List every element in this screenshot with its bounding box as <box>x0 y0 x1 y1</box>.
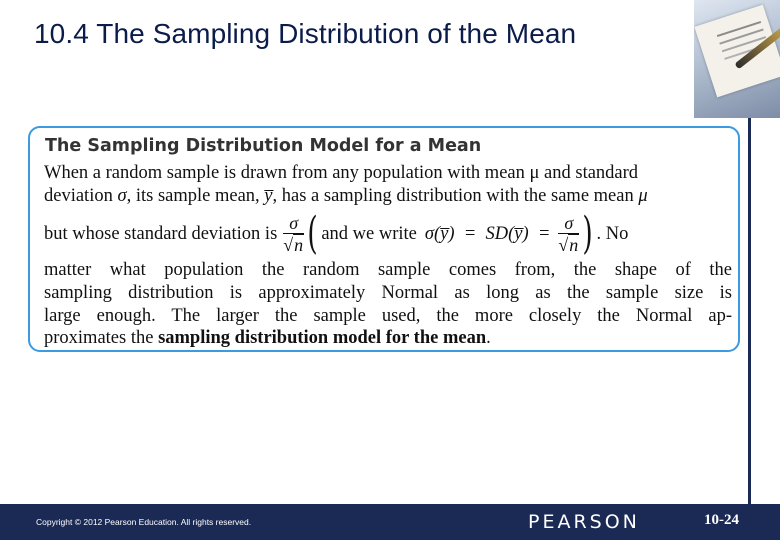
right-paren-icon: ) <box>582 208 594 259</box>
fraction-2-denominator <box>558 234 579 256</box>
denominator-n: n <box>294 234 304 255</box>
box-text-line-4: matter what population the random sample comes from, the shape of the <box>44 260 732 280</box>
box-text-line-1 <box>44 162 732 185</box>
denominator-n-2: n <box>569 234 579 255</box>
left-paren-icon: ( <box>307 208 318 259</box>
fraction-denominator <box>283 234 304 256</box>
fraction-2-numerator: σ <box>558 213 579 234</box>
footer-bar <box>0 504 780 540</box>
sqrt-icon-2: √ <box>558 234 569 255</box>
line-7-bold-term: sampling distribution model for the mean <box>158 328 487 348</box>
box-text-line-3 <box>44 208 732 260</box>
line-7-end: . <box>486 328 491 348</box>
sigma-symbol: σ <box>117 186 127 206</box>
box-text-line-2 <box>44 185 732 208</box>
box-heading: The Sampling Distribution Model for a Mean <box>45 136 482 156</box>
line-2-text-a: deviation <box>44 186 118 206</box>
line-3-text-b: and we write <box>321 223 417 244</box>
sd-fraction <box>283 213 304 256</box>
right-divider <box>748 118 751 504</box>
mu-symbol: μ <box>638 186 648 206</box>
ybar-symbol: y̅ <box>264 186 273 206</box>
paper-image-part <box>694 5 780 98</box>
line-1-text: When a random sample is drawn from any population with mean μ and standard <box>44 163 639 183</box>
copyright-notice: Copyright © 2012 Pearson Education. All rights reserved. <box>36 517 252 527</box>
definition-box <box>28 126 740 352</box>
line-7-text: proximates the <box>44 328 159 348</box>
box-text-line-6: large enough. The larger the sample used, the more closely the Normal ap- <box>44 306 732 326</box>
pearson-logo: PEARSON <box>528 511 640 533</box>
page-number: 10-24 <box>704 512 739 528</box>
sd-fraction-2 <box>558 213 579 256</box>
line-3-end: . No <box>596 223 629 244</box>
line-3-text-a: but whose standard deviation is <box>44 223 278 244</box>
line-2-text-b: , its sample mean, <box>126 186 265 206</box>
sd-formula: σ(y̅) = SD(y̅) = <box>424 223 551 244</box>
slide-title: 10.4 The Sampling Distribution of the Mean <box>34 18 577 49</box>
box-text-line-5: sampling distribution is approximately Normal as long as the sample size is <box>44 283 732 303</box>
box-text-line-7 <box>44 327 732 350</box>
fraction-numerator: σ <box>283 213 304 234</box>
line-2-text-c: , has a sampling distribution with the same mean <box>272 186 639 206</box>
sqrt-icon: √ <box>283 234 294 255</box>
writing-photo-image <box>694 0 780 118</box>
